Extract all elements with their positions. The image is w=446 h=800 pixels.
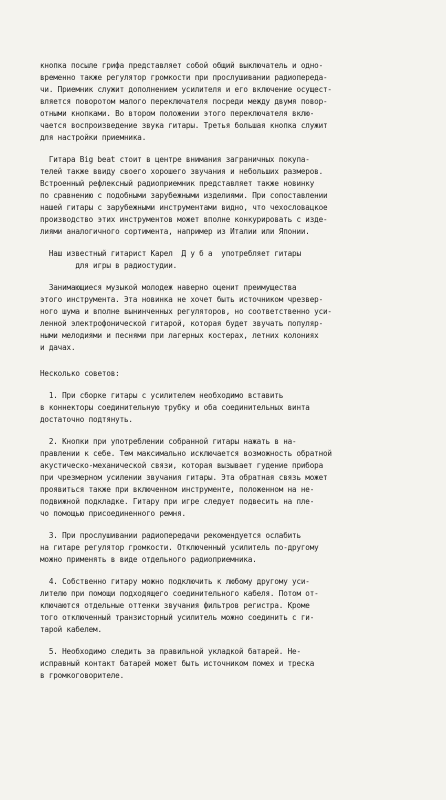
text-line: 5. Необходимо следить за правильной укладкой батарей. Не-: [40, 647, 301, 656]
text-line: Встроенный рефлексный радиоприемник представляет также новинку: [40, 179, 315, 188]
paragraph-guitarist: [40, 248, 420, 272]
text-line: 1. При сборке гитары с усилителем необходимо вставить: [40, 391, 284, 400]
paragraph-intro: [40, 60, 420, 144]
text-line: Занимающиеся музыкой молодеж наверно оценит преимущества: [40, 283, 297, 292]
text-line: ключаются отдельные оттенки звучания фильтров регистра. Кроме: [40, 601, 310, 610]
text-line: тарой кабелем.: [40, 625, 102, 634]
text-line: проявиться также при включенном инструменте, положенном на не-: [40, 485, 315, 494]
text-line: кнопка посыле грифа представляет собой общий выключатель и одно-: [40, 61, 323, 70]
heading-line: Несколько советов:: [40, 369, 120, 378]
text-line: при чрезмерном усилении звучания гитары. Эта обратная связь может: [40, 473, 328, 482]
text-line: Наш известный гитарист Карел Д у б а употребляет гитары: [40, 249, 301, 258]
text-line: для настройки приемника.: [40, 133, 147, 142]
text-line: лителю при помощи подходящего соединительного кабеля. Потом от-: [40, 589, 319, 598]
text-line: правлении к себе. Тем максимально исключается возможность обратной: [40, 449, 332, 458]
text-line: подвижной подкладке. Гитару при игре следует подвесить на пле-: [40, 497, 315, 506]
text-line: производство этих инструментов может вполне конкурировать с изде-: [40, 215, 328, 224]
tip-2: [40, 436, 420, 520]
text-line: отными кнопками. Во втором положении этого переключателя вклю-: [40, 109, 315, 118]
text-line: Гитара Big beat стоит в центре внимания заграничных покупа-: [40, 155, 310, 164]
text-line: ного шума и вполне вынинченных регуляторов, но соответственно уси-: [40, 307, 332, 316]
paragraph-youth: [40, 282, 420, 354]
tip-4: [40, 576, 420, 636]
text-line: этого инструмента. Эта новинка не хочет быть источником чрезвер-: [40, 295, 323, 304]
text-line: для игры в радиостудии.: [40, 261, 178, 270]
text-line: чи. Приемник служит дополнением усилителя и его включение осущест-: [40, 85, 332, 94]
text-line: исправный контакт батарей может быть источником помех и треска: [40, 659, 315, 668]
tip-3: [40, 530, 420, 566]
text-line: 3. При прослушивании радиопередачи рекомендуется ослабить: [40, 531, 301, 540]
text-line: акустическо-механической связи, которая вызывает гудение прибора: [40, 461, 323, 470]
text-line: 4. Собственно гитару можно подключить к любому другому уси-: [40, 577, 310, 586]
section-heading: [40, 368, 420, 380]
text-line: можно применять в виде отдельного радиоприемника.: [40, 555, 257, 564]
text-line: по сравнению с подобными зарубежными изделиями. При сопоставлении: [40, 191, 328, 200]
text-line: лиями аналогичного сортимента, например из Италии или Японии.: [40, 227, 310, 236]
text-line: вляется поворотом малого переключателя посреди между двумя повор-: [40, 97, 328, 106]
text-line: на гитаре регулятор громкости. Отключенный усилитель по-другому: [40, 543, 319, 552]
text-line: в громкоговорителе.: [40, 671, 125, 680]
paragraph-big-beat: [40, 154, 420, 238]
text-line: телей также ввиду своего хорошего звучания и небольших размеров.: [40, 167, 323, 176]
text-line: чается воспроизведение звука гитары. Третья большая кнопка служит: [40, 121, 328, 130]
text-line: и дачах.: [40, 343, 76, 352]
text-line: временно также регулятор громкости при прослушивании радиопереда-: [40, 73, 328, 82]
text-line: в коннекторы соединительную трубку и оба соединительных винта: [40, 403, 310, 412]
text-line: ленной электрофонической гитарой, которая будет звучать популяр-: [40, 319, 323, 328]
text-line: нашей гитары с зарубежными инструментами видно, что чехословацкое: [40, 203, 328, 212]
tip-1: [40, 390, 420, 426]
tip-5: [40, 646, 420, 682]
text-line: достаточно подтянуть.: [40, 415, 133, 424]
text-line: ными мелодиями и песнями при лагерных костерах, летних колониях: [40, 331, 319, 340]
text-line: чо помощью присоединенного ремня.: [40, 509, 186, 518]
text-line: 2. Кнопки при употреблении собранной гитары нажать в на-: [40, 437, 297, 446]
text-line: того отключенный транзисторный усилитель можно соединить с ги-: [40, 613, 315, 622]
